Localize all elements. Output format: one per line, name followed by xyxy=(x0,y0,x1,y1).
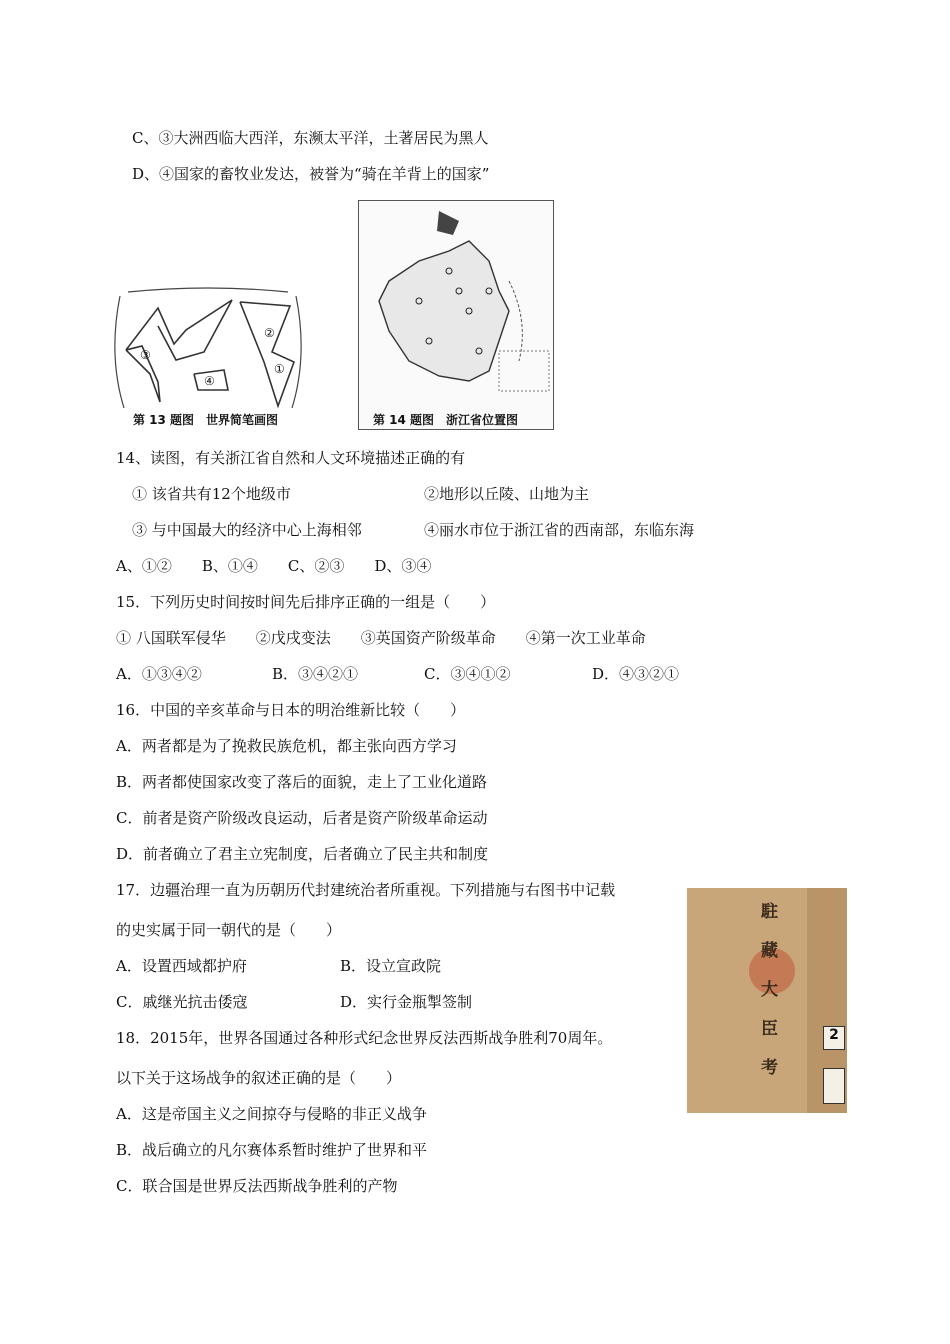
q18-option-c: C．联合国是世界反法西斯战争胜利的产物 xyxy=(116,1177,398,1195)
book-title: 駐藏大臣考 xyxy=(757,902,777,1097)
q17-option-c: C．戚继光抗击倭寇 xyxy=(116,993,248,1011)
question-15: 15．下列历史时间按时间先后排序正确的一组是（ ） xyxy=(116,593,496,611)
q16-option-d: D．前者确立了君主立宪制度，后者确立了民主共和制度 xyxy=(116,845,489,863)
q15-items: ① 八国联军侵华 ②戊戌变法 ③英国资产阶级革命 ④第一次工业革命 xyxy=(116,629,646,647)
book-number-tag: 2 xyxy=(823,1026,845,1050)
q14-item-1: ① 该省共有12个地级市 xyxy=(132,485,291,503)
label-3: ③ xyxy=(140,348,151,362)
option-c-q13: C、③大洲西临大西洋，东濒太平洋，土著居民为黑人 xyxy=(132,129,489,147)
figure-13-world-sketch xyxy=(114,286,302,428)
q18-option-b: B．战后确立的凡尔赛体系暂时维护了世界和平 xyxy=(116,1141,428,1159)
label-2: ② xyxy=(264,326,275,340)
book-cover-image xyxy=(687,888,847,1113)
figure-14-zhejiang-map xyxy=(358,200,554,430)
q14-answers: A、①② B、①④ C、②③ D、③④ xyxy=(116,557,432,575)
option-d-q13: D、④国家的畜牧业发达，被誉为“骑在羊背上的国家” xyxy=(132,165,490,183)
q17-option-a: A．设置西域都护府 xyxy=(116,957,247,975)
question-17-line-1: 17．边疆治理一直为历朝历代封建统治者所重视。下列措施与右图书中记载 xyxy=(116,881,616,899)
figure-13-caption: 第 13 题图 世界简笔画图 xyxy=(133,413,279,427)
figure-14-caption: 第 14 题图 浙江省位置图 xyxy=(373,413,519,427)
question-18-line-2: 以下关于这场战争的叙述正确的是（ ） xyxy=(116,1069,402,1087)
q15-option-a: A．①③④② xyxy=(116,665,202,683)
q14-item-3: ③ 与中国最大的经济中心上海相邻 xyxy=(132,521,362,539)
q14-item-2: ②地形以丘陵、山地为主 xyxy=(424,485,590,503)
label-1: ① xyxy=(274,362,285,376)
q14-item-4: ④丽水市位于浙江省的西南部，东临东海 xyxy=(424,521,695,539)
question-17-line-2: 的史实属于同一朝代的是（ ） xyxy=(116,921,342,939)
library-label xyxy=(823,1068,845,1104)
q16-option-b: B．两者都使国家改变了落后的面貌，走上了工业化道路 xyxy=(116,773,488,791)
question-16: 16．中国的辛亥革命与日本的明治维新比较（ ） xyxy=(116,701,466,719)
q15-option-c: C．③④①② xyxy=(424,665,511,683)
q18-option-a: A．这是帝国主义之间掠夺与侵略的非正义战争 xyxy=(116,1105,427,1123)
question-18-line-1: 18．2015年，世界各国通过各种形式纪念世界反法西斯战争胜利70周年。 xyxy=(116,1029,613,1047)
zhejiang-map-drawing xyxy=(359,201,554,411)
q15-option-b: B．③④②① xyxy=(272,665,359,683)
q16-option-a: A．两者都是为了挽救民族危机，都主张向西方学习 xyxy=(116,737,457,755)
question-14: 14、读图，有关浙江省自然和人文环境描述正确的有 xyxy=(116,449,466,467)
label-4: ④ xyxy=(204,374,215,388)
q17-option-d: D．实行金瓶掣签制 xyxy=(340,993,473,1011)
q16-option-c: C．前者是资产阶级改良运动，后者是资产阶级革命运动 xyxy=(116,809,488,827)
q17-option-b: B．设立宣政院 xyxy=(340,957,442,975)
q15-option-d: D．④③②① xyxy=(592,665,680,683)
